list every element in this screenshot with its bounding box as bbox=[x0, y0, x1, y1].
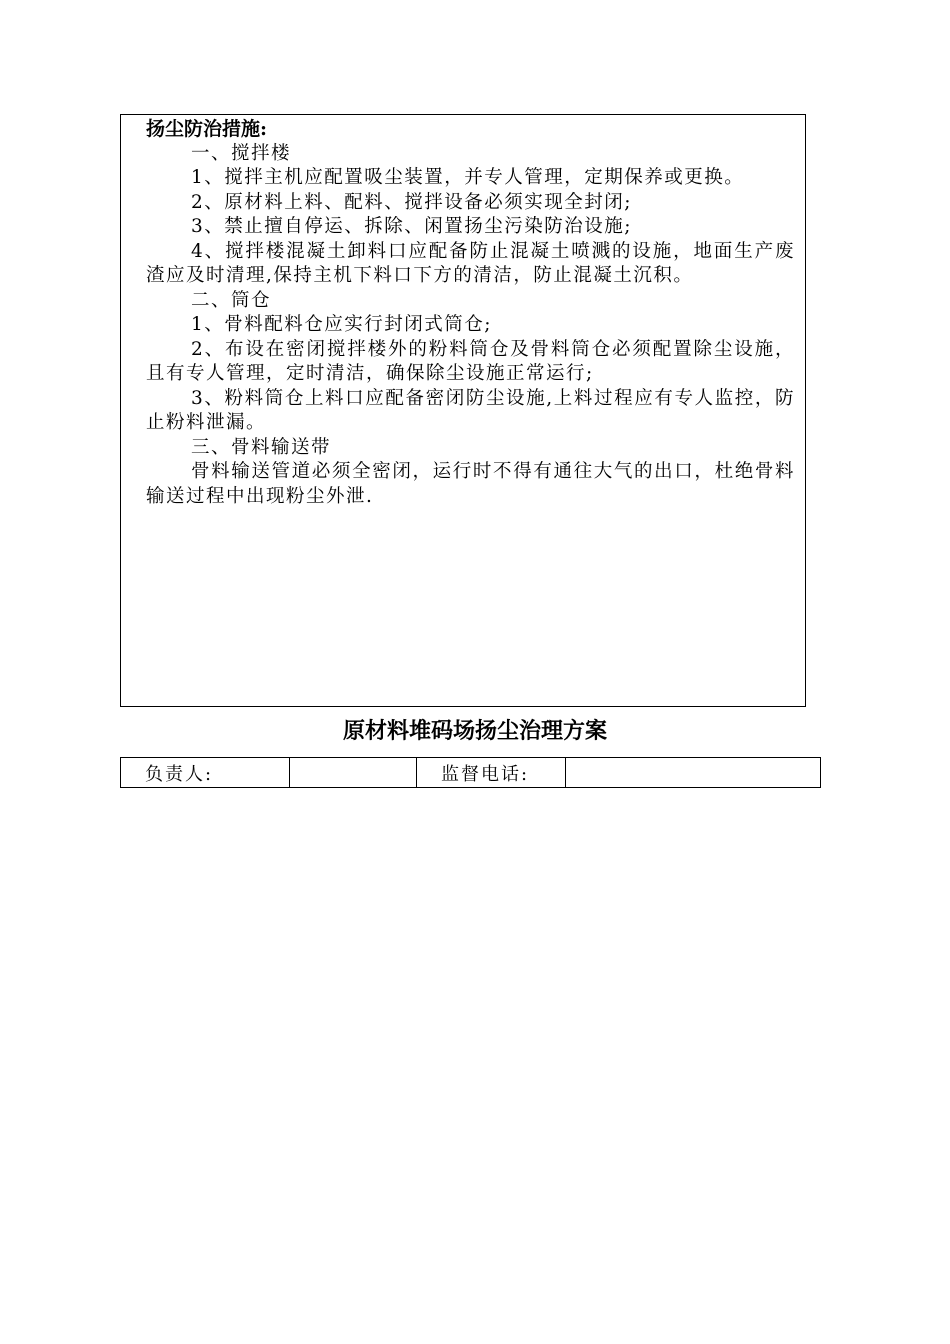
section-heading-mixing-tower: 一、搅拌楼 bbox=[191, 142, 292, 164]
table-row bbox=[121, 758, 821, 788]
dust-measures-content bbox=[146, 117, 795, 509]
document-title: 原材料堆码场扬尘治理方案 bbox=[342, 718, 607, 744]
measure-item: 2、布设在密闭搅拌楼外的粉料筒仓及骨料筒仓必须配置除尘设施，且有专人管理，定时清洁，确保除尘设施正常运行; bbox=[146, 338, 795, 384]
measure-item: 骨料输送管道必须全密闭，运行时不得有通往大气的出口，杜绝骨料输送过程中出现粉尘外泄. bbox=[146, 461, 795, 507]
responsibility-table bbox=[120, 757, 821, 788]
responsible-person-field[interactable] bbox=[290, 758, 417, 788]
measure-item: 2、原材料上料、配料、搅拌设备必须实现全封闭; bbox=[191, 191, 633, 213]
section-heading-conveyor: 三、骨料输送带 bbox=[191, 436, 332, 458]
section-heading-silo: 二、筒仓 bbox=[191, 289, 272, 311]
dust-measures-box bbox=[120, 114, 806, 707]
supervision-phone-label: 监督电话: bbox=[417, 758, 566, 788]
measure-item: 3、禁止擅自停运、拆除、闲置扬尘污染防治设施; bbox=[191, 216, 633, 237]
responsible-person-label: 负责人: bbox=[121, 758, 290, 788]
measure-item: 3、粉料筒仓上料口应配备密闭防尘设施,上料过程应有专人监控，防止粉料泄漏。 bbox=[146, 387, 795, 433]
measures-heading: 扬尘防治措施: bbox=[146, 118, 268, 140]
measure-item: 1、骨料配料仓应实行封闭式筒仓; bbox=[191, 314, 493, 335]
supervision-phone-field[interactable] bbox=[566, 758, 821, 788]
measure-item: 1、搅拌主机应配置吸尘装置，并专人管理，定期保养或更换。 bbox=[191, 167, 745, 188]
measure-item: 4、搅拌楼混凝土卸料口应配备防止混凝土喷溅的设施，地面生产废渣应及时清理,保持主机下料口下方的清洁，防止混凝土沉积。 bbox=[146, 240, 795, 286]
